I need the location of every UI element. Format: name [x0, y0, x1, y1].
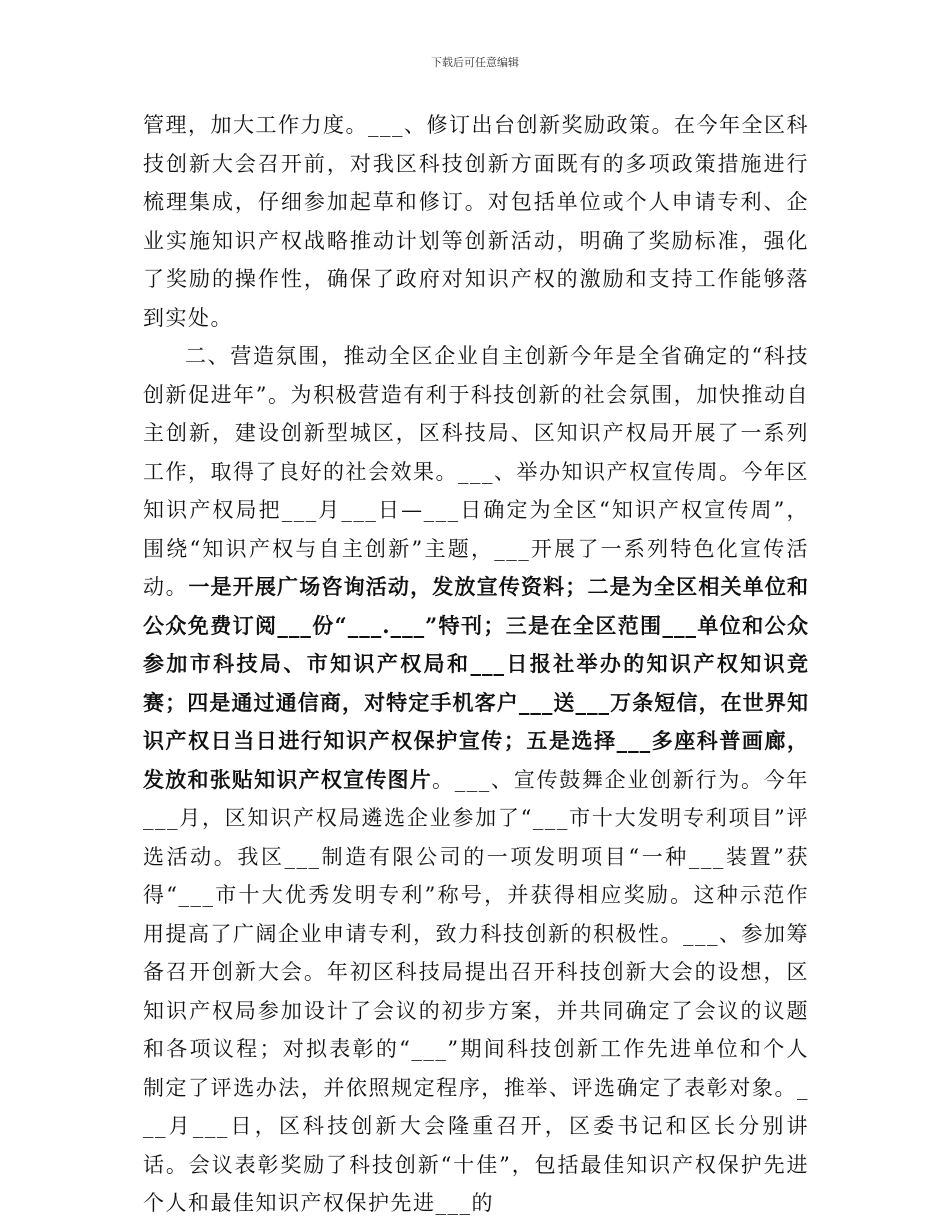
document-body — [143, 106, 809, 1223]
paragraph-2-bold-activities: 一是开展广场咨询活动，发放宣传资料；二是为全区相关单位和公众免费订阅___份“___.___”特刊；三是在全区范围___单位和公众参加市科技局、市知识产权局和___日报社举办的知识产权知识竞赛；四是通过通信商，对特定手机客户___送___万条短信，在世界知识产权日当日进行知识产权保护宣传；五是选择___多座科普画廊，发放和张贴知识产权宣传图片 — [143, 574, 810, 792]
paragraph-2-intro: 二、营造氛围，推动全区企业自主创新今年是全省确定的“科技创新促进年”。为积极营造有利于科技创新的社会氛围，加快推动自主创新，建设创新型城区，区科技局、区知识产权局开展了一系列工作，取得了良好的社会效果。___、举办知识产权宣传周。今年区知识产权局把___月___日—___日确定为全区“知识产权宣传周”，围绕“知识产权与自主创新”主题，___开展了一系列特色化宣传活动。 — [143, 344, 809, 599]
paragraph-2-continuation: 。___、宣传鼓舞企业创新行为。今年___月，区知识产权局遴选企业参加了“___市十大发明专利项目”评选活动。我区___制造有限公司的一项发明项目“一种___装置”获得“___市十大优秀发明专利”称号，并获得相应奖励。这种示范作用提高了广阔企业申请专利，致力科技创新的积极性。___、参加筹备召开创新大会。年初区科技局提出召开科技创新大会的设想，区知识产权局参加设计了会议的初步方案，并共同确定了会议的议题和各项议程；对拟表彰的“___”期间科技创新工作先进单位和个人制定了评选办法，并依照规定程序，推举、评选确定了表彰对象。___月___日，区科技创新大会隆重召开，区委书记和区长分别讲话。会议表彰奖励了科技创新“十佳”，包括最佳知识产权保护先进个人和最佳知识产权保护先进___的 — [143, 767, 810, 1215]
paragraph-1: 管理，加大工作力度。___、修订出台创新奖励政策。在今年全区科技创新大会召开前，对我区科技创新方面既有的多项政策措施进行梳理集成，仔细参加起草和修订。对包括单位或个人申请专利、企业实施知识产权战略推动计划等创新活动，明确了奖励标准，强化了奖励的操作性，确保了政府对知识产权的激励和支持工作能够落到实处。 — [143, 113, 809, 330]
paragraph-2 — [143, 337, 809, 1223]
page-header: 下载后可任意编辑 — [431, 56, 519, 69]
